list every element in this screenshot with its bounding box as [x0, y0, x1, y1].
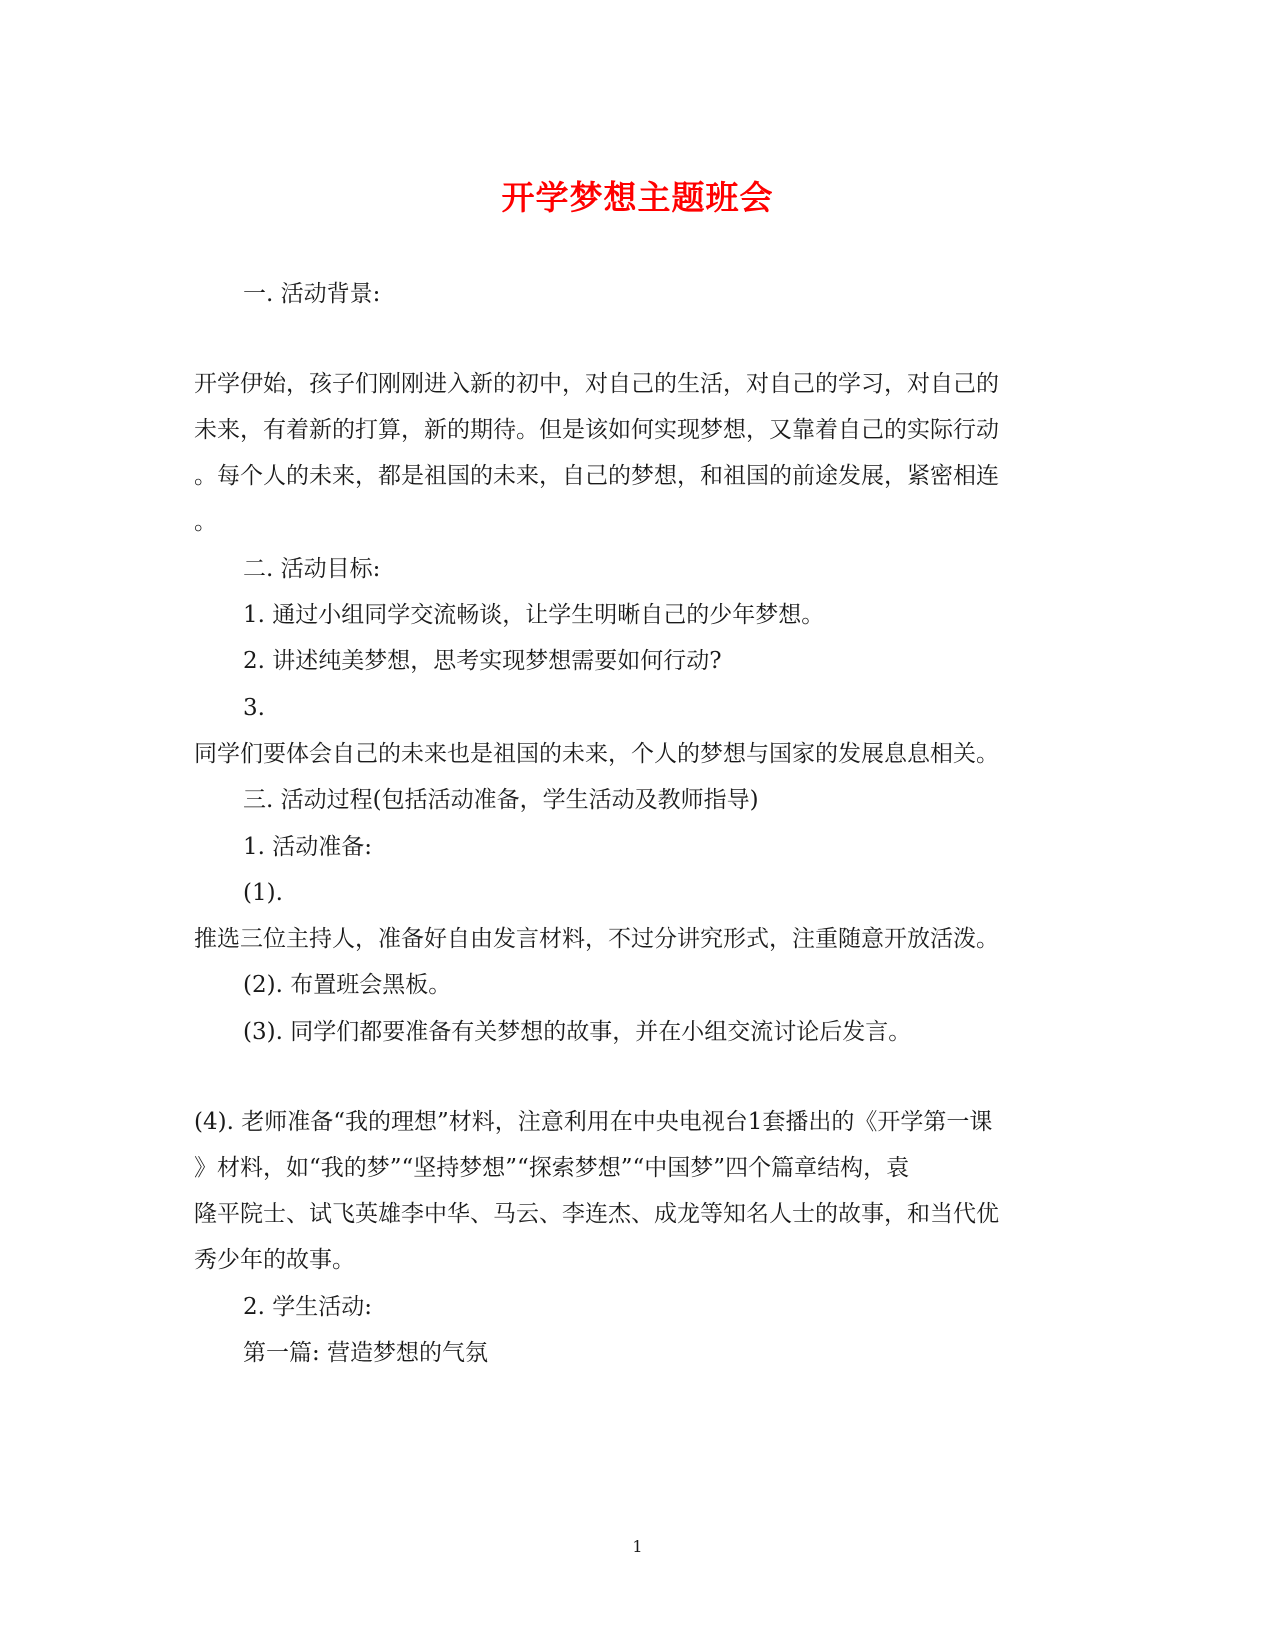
goal-item-2: 2. 讲述纯美梦想，思考实现梦想需要如何行动? — [243, 648, 722, 674]
subsection-student-activities: 2. 学生活动: — [243, 1294, 373, 1320]
section-heading-process: 三. 活动过程(包括活动准备，学生活动及教师指导) — [243, 787, 759, 813]
page-number: 1 — [632, 1537, 643, 1556]
document-title: 开学梦想主题班会 — [501, 178, 774, 217]
prep-item-3: (3). 同学们都要准备有关梦想的故事，并在小组交流讨论后发言。 — [243, 1019, 912, 1045]
prep-item-2: (2). 布置班会黑板。 — [243, 972, 452, 998]
paragraph-line: 。 — [194, 509, 217, 535]
prep-item-4-line: (4). 老师准备“我的理想”材料，注意利用在中央电视台1套播出的《开学第一课 — [194, 1109, 993, 1135]
goal-item-1: 1. 通过小组同学交流畅谈，让学生明晰自己的少年梦想。 — [243, 602, 825, 628]
prep-item-1-text: 推选三位主持人，准备好自由发言材料，不过分讲究形式，注重随意开放活泼。 — [194, 926, 999, 952]
prep-item-1-number: (1). — [243, 880, 283, 906]
section-heading-goals: 二. 活动目标: — [243, 556, 381, 582]
prep-item-4-line: 隆平院士、试飞英雄李中华、马云、李连杰、成龙等知名人士的故事，和当代优 — [194, 1201, 999, 1227]
chapter-one-heading: 第一篇: 营造梦想的气氛 — [243, 1340, 489, 1366]
paragraph-line: 未来，有着新的打算，新的期待。但是该如何实现梦想，又靠着自己的实际行动 — [194, 417, 999, 443]
paragraph-line: 开学伊始，孩子们刚刚进入新的初中，对自己的生活，对自己的学习，对自己的 — [194, 371, 999, 397]
goal-item-3-text: 同学们要体会自己的未来也是祖国的未来，个人的梦想与国家的发展息息相关。 — [194, 741, 999, 767]
goal-item-3-number: 3. — [243, 695, 265, 721]
subsection-preparation: 1. 活动准备: — [243, 834, 373, 860]
prep-item-4-line: 》材料，如“我的梦”“坚持梦想”“探索梦想”“中国梦”四个篇章结构，袁 — [194, 1155, 910, 1181]
prep-item-4-line: 秀少年的故事。 — [194, 1247, 355, 1273]
section-heading-background: 一. 活动背景: — [243, 281, 381, 307]
paragraph-line: 。每个人的未来，都是祖国的未来，自己的梦想，和祖国的前途发展，紧密相连 — [194, 463, 999, 489]
